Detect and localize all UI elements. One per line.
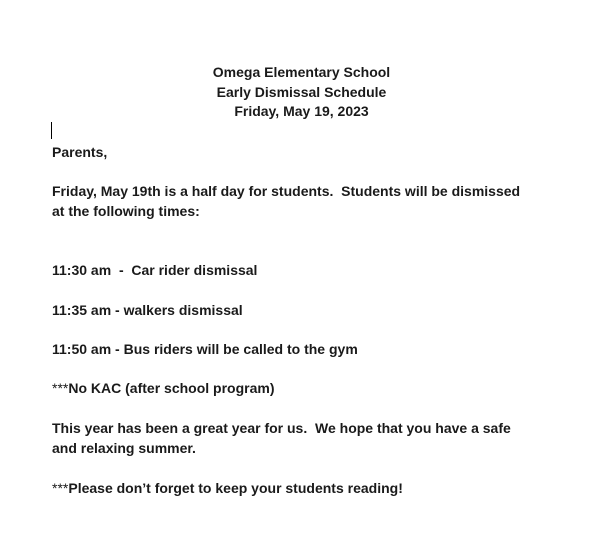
school-name: Omega Elementary School	[212, 64, 391, 80]
salutation: Parents,	[52, 144, 108, 160]
reminder: Please don’t forget to keep your students reading!	[68, 480, 403, 496]
kac-note-line	[52, 379, 274, 399]
document-header	[0, 63, 603, 122]
document-date: Friday, May 19, 2023	[234, 103, 369, 119]
schedule-bus-riders: 11:50 am - Bus riders will be called to the gym	[52, 341, 358, 357]
reminder-prefix: ***	[52, 480, 69, 496]
closing-line-2: and relaxing summer.	[52, 440, 196, 456]
kac-note-prefix: ***	[52, 380, 69, 396]
text-cursor	[51, 122, 52, 139]
schedule-car-riders: 11:30 am - Car rider dismissal	[52, 262, 258, 278]
intro-line-1: Friday, May 19th is a half day for students. Students will be dismissed	[52, 183, 521, 199]
schedule-walkers: 11:35 am - walkers dismissal	[52, 302, 243, 318]
document-title: Early Dismissal Schedule	[216, 83, 387, 100]
intro-line-2: at the following times:	[52, 203, 200, 219]
reminder-line	[52, 479, 403, 499]
closing-line-1: This year has been a great year for us. We hope that you have a safe	[52, 420, 511, 436]
kac-note: No KAC (after school program)	[68, 380, 275, 396]
